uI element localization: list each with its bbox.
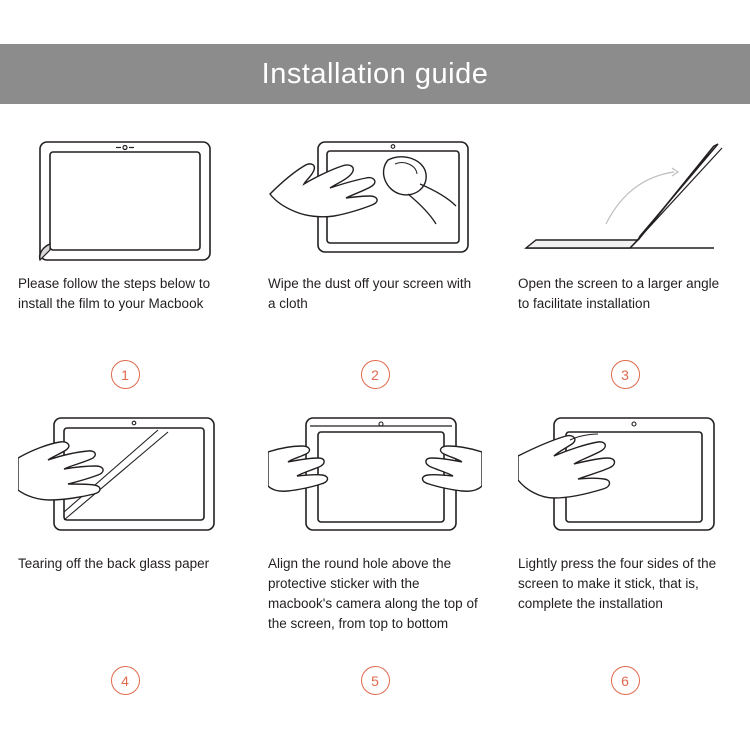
step-2	[250, 132, 500, 412]
step-3-caption: Open the screen to a larger angle to facilitate installation	[518, 276, 720, 311]
step-4-number-wrap	[18, 666, 232, 695]
step-2-caption: Wipe the dust off your screen with a cloth	[268, 276, 472, 311]
step-1-caption: Please follow the steps below to install the film to your Macbook	[18, 276, 211, 311]
step-1-number-wrap	[18, 360, 232, 389]
step-4	[0, 412, 250, 702]
step-3	[500, 132, 750, 412]
step-3-number-wrap	[518, 360, 732, 389]
step-1	[0, 132, 250, 412]
step-6	[500, 412, 750, 702]
step-4-caption: Tearing off the back glass paper	[18, 556, 210, 571]
step-5-number: 5	[361, 666, 390, 695]
steps-grid	[0, 132, 750, 702]
step-4-number: 4	[111, 666, 140, 695]
step-3-number: 3	[611, 360, 640, 389]
step-5-illustration	[268, 412, 482, 542]
step-2-number: 2	[361, 360, 390, 389]
step-6-number: 6	[611, 666, 640, 695]
step-2-illustration	[268, 132, 482, 262]
step-6-illustration	[518, 412, 732, 542]
step-4-illustration	[18, 412, 232, 542]
step-5-caption: Align the round hole above the protective sticker with the macbook's camera along the top of the screen, from top to bottom	[268, 556, 478, 631]
step-5	[250, 412, 500, 702]
step-1-illustration	[18, 132, 232, 262]
header-bar	[0, 44, 750, 104]
step-2-number-wrap	[268, 360, 482, 389]
step-3-illustration	[518, 132, 732, 262]
step-1-number: 1	[111, 360, 140, 389]
step-5-number-wrap	[268, 666, 482, 695]
step-6-caption: Lightly press the four sides of the screen to make it stick, that is, complete the installation	[518, 556, 717, 611]
step-6-number-wrap	[518, 666, 732, 695]
page-title: Installation guide	[261, 57, 489, 90]
